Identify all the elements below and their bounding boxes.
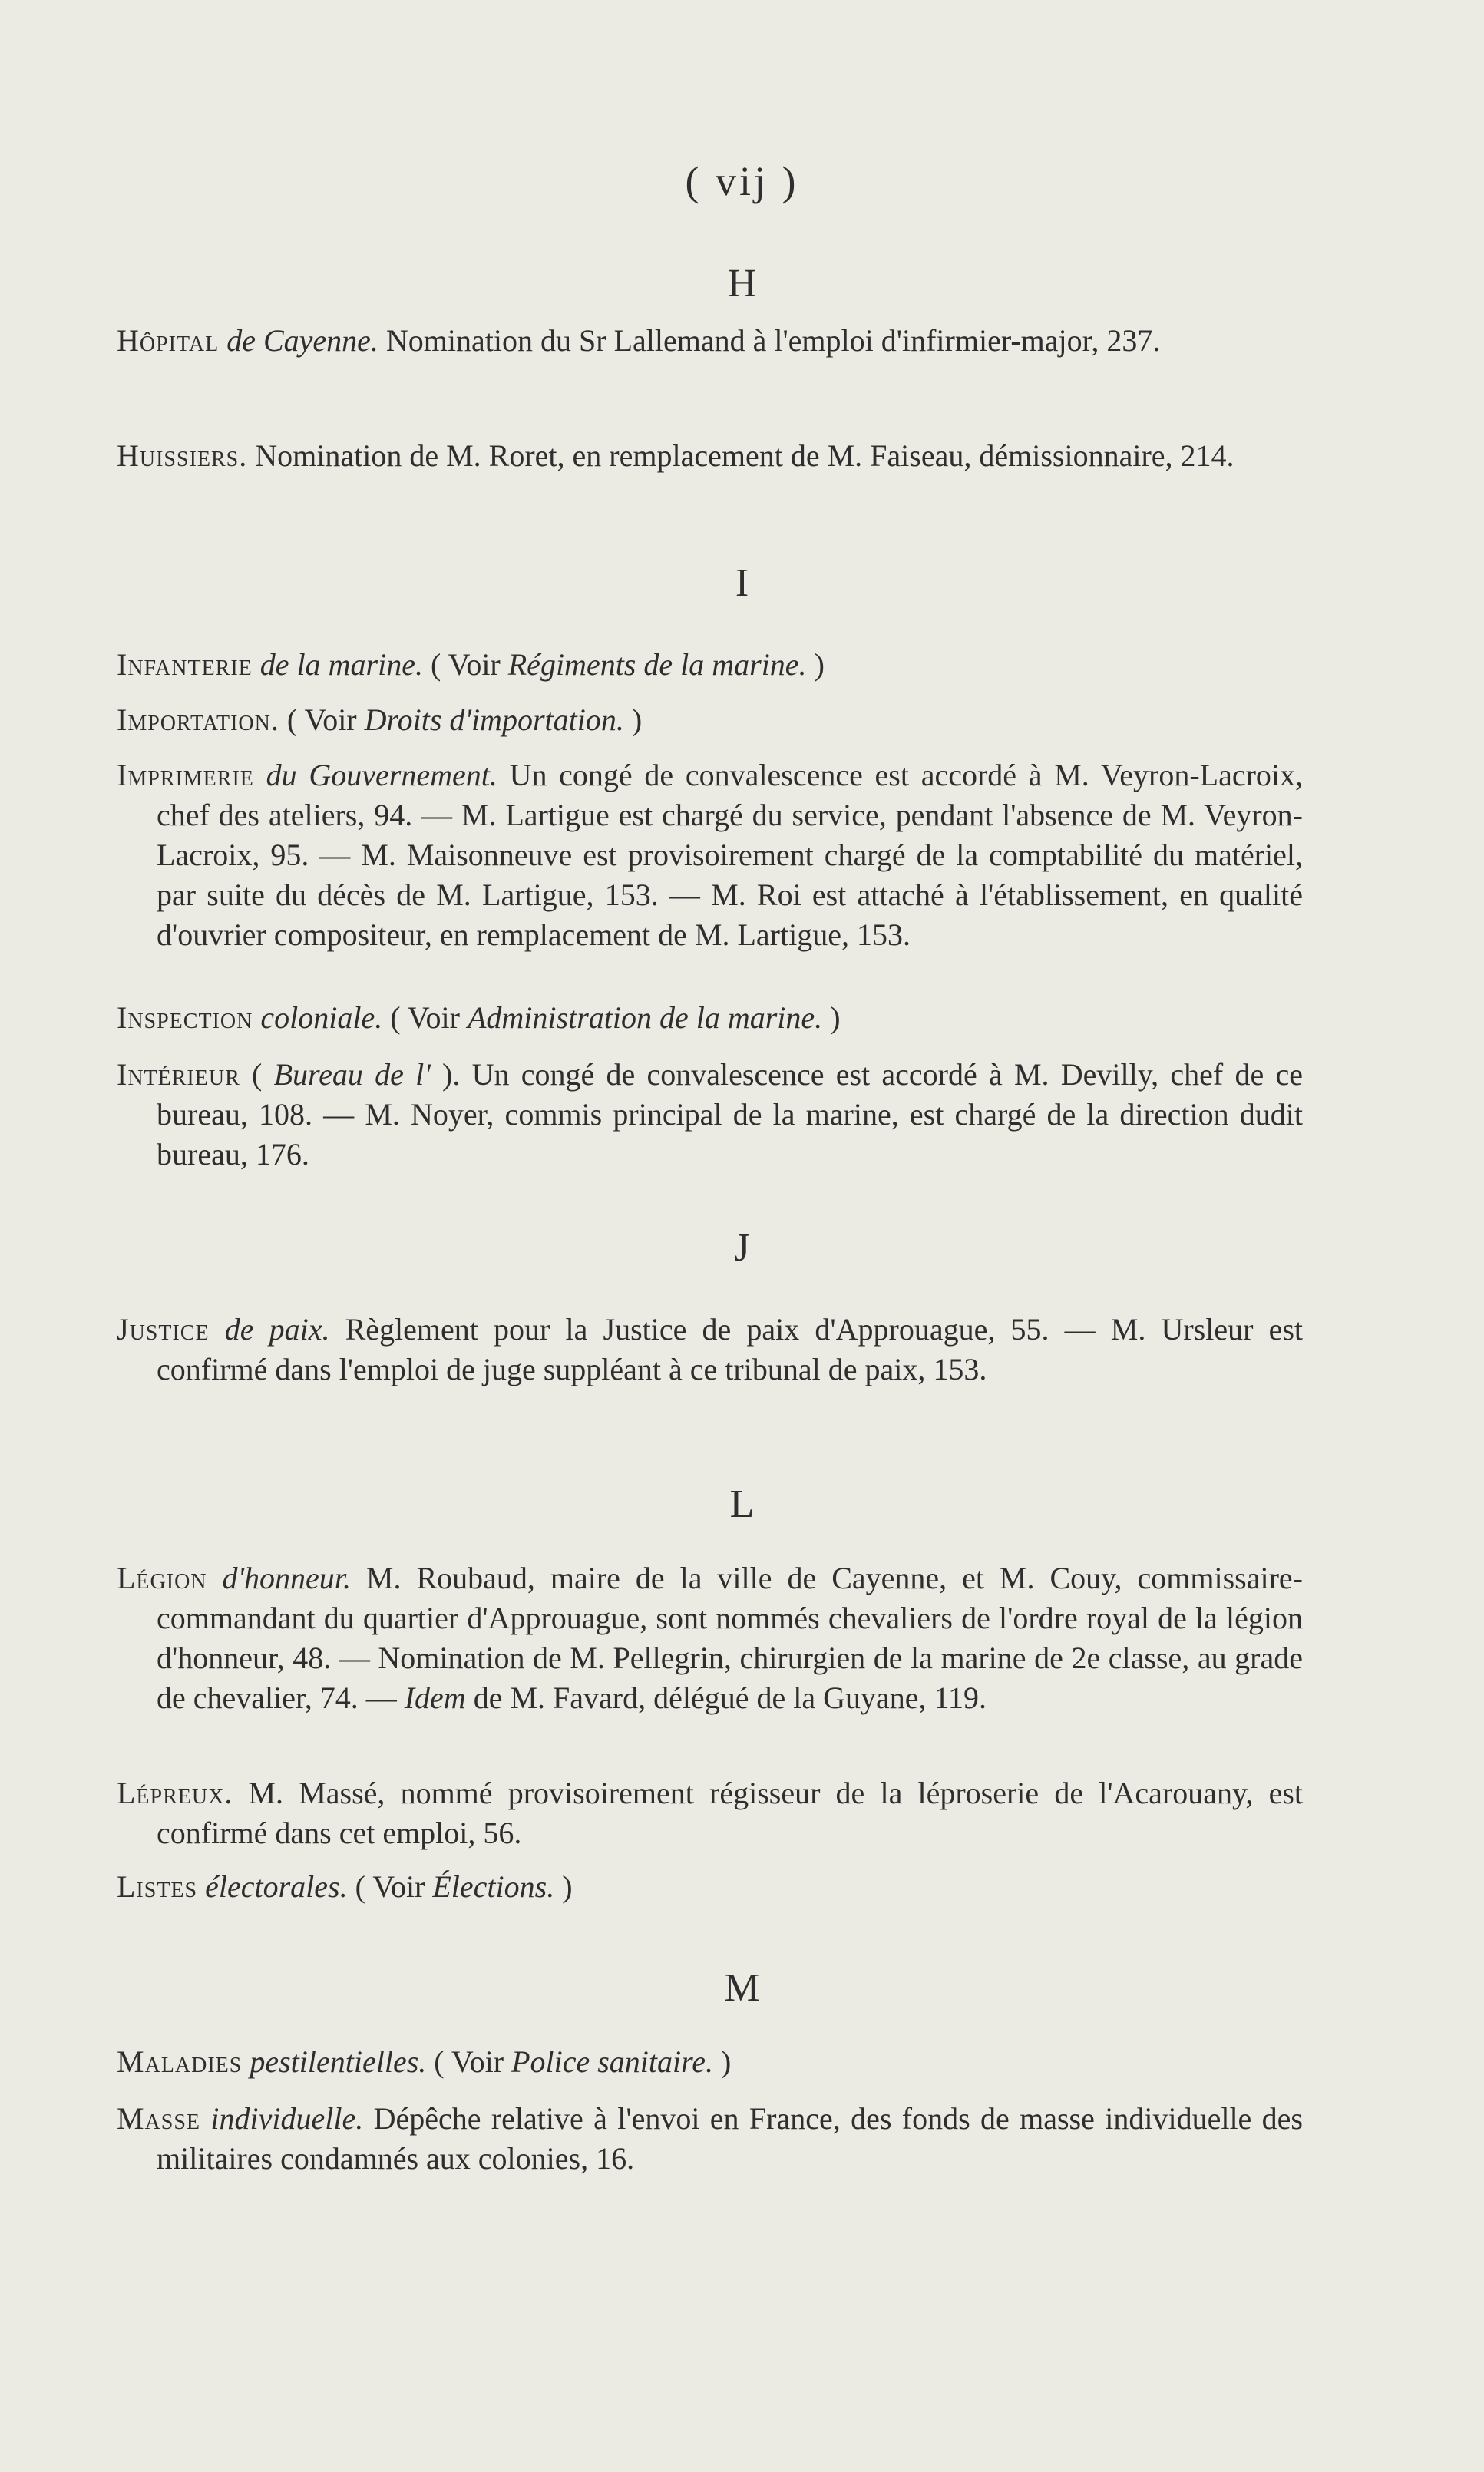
entry-head: Légion — [117, 1561, 207, 1595]
entry-tail: ) — [822, 1000, 841, 1035]
entry-head: Masse — [117, 2101, 201, 2136]
entry-head: Inspection — [117, 1000, 253, 1035]
entry-sub: pestilentielles. — [250, 2044, 427, 2079]
section-letter-l: L — [729, 1482, 755, 1526]
entry-text: Nomination de M. Roret, en remplacement de M. Faiseau, démissionnaire, 214. — [247, 438, 1234, 473]
section-letter-j: J — [734, 1226, 750, 1270]
entry-text: Nomination du Sr Lallemand à l'emploi d'infirmier-major, 237. — [378, 323, 1161, 358]
page-folio: ( vij ) — [685, 158, 799, 204]
index-entry-listes — [117, 1867, 1303, 1907]
entry-head: Infanterie — [117, 647, 253, 682]
entry-text: ( Voir — [347, 1869, 433, 1904]
entry-tail: ) — [806, 647, 825, 682]
index-entry-maladies — [117, 2042, 1303, 2082]
entry-sub: coloniale. — [260, 1000, 383, 1035]
index-entry-interieur — [117, 1055, 1303, 1175]
index-entry-huissiers — [117, 436, 1303, 476]
index-entry-hopital — [117, 321, 1303, 361]
entry-sub: d'honneur. — [222, 1561, 351, 1595]
index-entry-justice — [117, 1310, 1303, 1390]
index-entry-legion — [117, 1558, 1303, 1718]
entry-tail: de M. Favard, délégué de la Guyane, 119. — [465, 1680, 987, 1715]
entry-sub: individuelle. — [210, 2101, 364, 2136]
entry-tail: ) — [623, 702, 643, 737]
section-letter-m: M — [724, 1966, 760, 2010]
entry-text: M. Roubaud, maire de la ville de Cayenne, et M. Couy, commissaire-commandant du quartier d'Approuague, sont nommés chevaliers de l'ordre royal de la légion d'honneur, 48. — Nomination de M. Pellegrin, chirurgien de la marine de 2e classe, au grade de chevalier, 74. — — [157, 1561, 1304, 1715]
entry-head: Maladies — [117, 2044, 243, 2079]
entry-ref: Police sanitaire. — [511, 2044, 713, 2079]
entry-ref: Régiments de la marine. — [507, 647, 807, 682]
entry-text: Règlement pour la Justice de paix d'Approuague, 55. — M. Ursleur est confirmé dans l'emploi de juge suppléant à ce tribunal de paix, 153. — [157, 1312, 1303, 1386]
entry-text: ( Voir — [279, 702, 365, 737]
entry-tail: ) — [554, 1869, 573, 1904]
entry-text: Dépêche relative à l'envoi en France, des fonds de masse individuelle des militaires condamnés aux colonies, 16. — [157, 2101, 1303, 2176]
index-entry-importation — [117, 700, 1303, 740]
entry-tail: ). Un congé de convalescence est accordé à M. Devilly, chef de ce bureau, 108. — M. Noyer, commis principal de la marine, est chargé de la direction dudit bureau, 176. — [157, 1057, 1303, 1172]
index-entry-inspection — [117, 998, 1303, 1038]
entry-text: M. Massé, nommé provisoirement régisseur de la léproserie de l'Acarouany, est confirmé dans cet emploi, 56. — [157, 1776, 1303, 1850]
entry-text: ( — [240, 1057, 274, 1092]
entry-sub: de la marine. — [259, 647, 423, 682]
entry-text: Un congé de convalescence est accordé à M. Veyron-Lacroix, chef des ateliers, 94. — M. Lartigue est chargé du service, pendant l'absence de M. Veyron-Lacroix, 95. — M. Maisonneuve est provisoirement chargé de la comptabilité du matériel, par suite du décès de M. Lartigue, 153. — M. Roi est attaché à l'établissement, en qualité d'ouvrier compositeur, en remplacement de M. Lartigue, 153. — [157, 758, 1304, 952]
entry-ref: Élections. — [432, 1869, 555, 1904]
entry-head: Justice — [117, 1312, 210, 1347]
entry-text: ( Voir — [422, 647, 508, 682]
index-entry-lepreux — [117, 1773, 1303, 1853]
index-entry-infanterie — [117, 645, 1303, 685]
entry-head: Listes — [117, 1869, 198, 1904]
entry-text: ( Voir — [426, 2044, 512, 2079]
entry-head: Imprimerie — [117, 758, 254, 792]
entry-head: Importation. — [117, 702, 279, 737]
entry-head: Hôpital — [117, 323, 220, 358]
entry-text: ( Voir — [382, 1000, 468, 1035]
entry-sub: de Cayenne. — [226, 323, 378, 358]
section-letter-h: H — [727, 262, 757, 306]
entry-ref: Bureau de l' — [273, 1057, 431, 1092]
entry-sub: de paix. — [224, 1312, 330, 1347]
entry-sub: électorales. — [205, 1869, 348, 1904]
index-entry-masse — [117, 2099, 1303, 2179]
entry-ref: Administration de la marine. — [467, 1000, 823, 1035]
index-entry-imprimerie — [117, 755, 1303, 955]
entry-tail: ) — [712, 2044, 732, 2079]
entry-head: Huissiers. — [117, 438, 248, 473]
entry-sub: du Gouvernement. — [266, 758, 497, 792]
entry-head: Lépreux. — [117, 1776, 233, 1810]
entry-head: Intérieur — [117, 1057, 240, 1092]
entry-ref: Droits d'importation. — [364, 702, 624, 737]
entry-ref: Idem — [404, 1680, 466, 1715]
section-letter-i: I — [735, 561, 749, 605]
